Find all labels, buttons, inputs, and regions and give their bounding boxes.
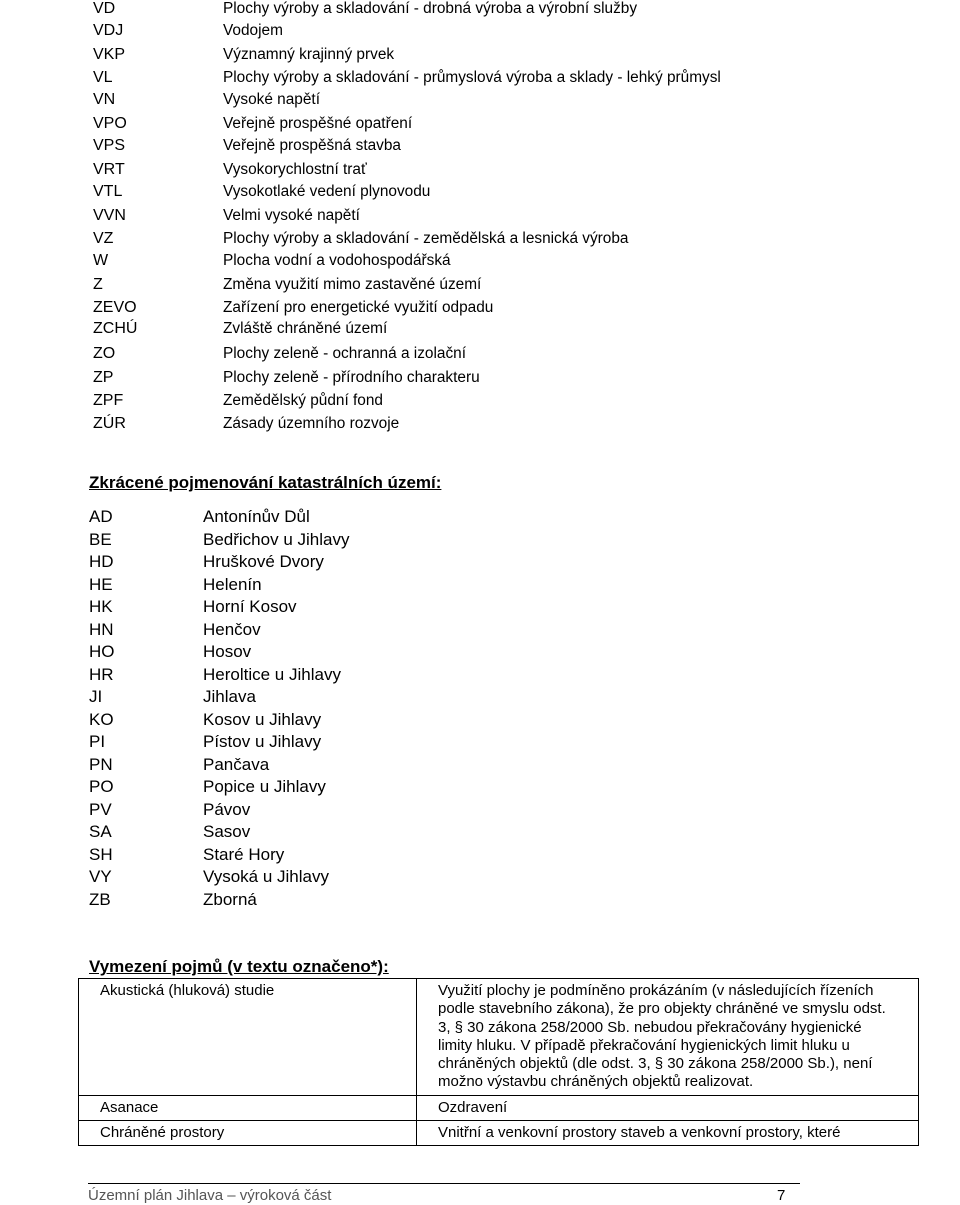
- cadastral-name: Hosov: [203, 642, 252, 661]
- abbreviation-code: ZEVO: [93, 299, 137, 316]
- abbreviation-description: Velmi vysoké napětí: [223, 207, 360, 224]
- cadastral-name: Hruškové Dvory: [203, 552, 324, 571]
- abbreviation-code: ZP: [93, 369, 114, 386]
- abbreviation-description: Vysoké napětí: [223, 91, 320, 108]
- cadastral-code: HO: [89, 642, 115, 661]
- abbreviation-code: VDJ: [93, 22, 124, 39]
- cadastral-name: Heroltice u Jihlavy: [203, 664, 341, 684]
- abbreviation-code: VD: [93, 0, 116, 17]
- page-number: 7: [777, 1187, 786, 1204]
- definition-cell: Ozdravení: [417, 1095, 919, 1120]
- abbreviation-description: Plochy zeleně - přírodního charakteru: [223, 369, 480, 386]
- abbreviation-code: W: [93, 252, 109, 269]
- cadastral-name: Henčov: [203, 619, 261, 639]
- abbreviation-description: Plochy výroby a skladování - průmyslová výroba a sklady - lehký průmysl: [223, 69, 721, 86]
- abbreviation-code: VZ: [93, 230, 114, 247]
- cadastral-name: Bedřichov u Jihlavy: [203, 529, 350, 549]
- abbreviation-code: ZO: [93, 345, 116, 362]
- abbreviation-description: Plochy zeleně - ochranná a izolační: [223, 345, 466, 362]
- abbreviation-code: VL: [93, 69, 113, 86]
- abbreviation-code: VN: [93, 91, 116, 108]
- abbreviation-code: ZÚR: [93, 415, 126, 432]
- cadastral-name: Pávov: [203, 799, 251, 819]
- definition-cell: Vnitřní a venkovní prostory staveb a venkovní prostory, které: [417, 1121, 919, 1146]
- footer-divider: [88, 1183, 800, 1184]
- cadastral-code: BE: [89, 529, 112, 549]
- cadastral-code: JI: [89, 687, 103, 706]
- cadastral-name: Jihlava: [203, 687, 256, 706]
- abbreviation-description: Zásady územního rozvoje: [223, 415, 400, 432]
- abbreviation-description: Zařízení pro energetické využití odpadu: [223, 299, 494, 316]
- term-cell: Asanace: [79, 1095, 417, 1120]
- abbreviation-code: ZPF: [93, 392, 124, 409]
- cadastral-name: Popice u Jihlavy: [203, 777, 326, 796]
- cadastral-name: Pístov u Jihlavy: [203, 732, 322, 751]
- abbreviation-description: Vysokorychlostní trať: [223, 161, 367, 178]
- cadastral-code: ZB: [89, 889, 111, 909]
- cadastral-name: Vysoká u Jihlavy: [203, 867, 329, 886]
- cadastral-code: VY: [89, 867, 112, 886]
- abbreviation-description: Změna využití mimo zastavěné území: [223, 276, 482, 293]
- abbreviation-description: Plochy výroby a skladování - drobná výroba a výrobní služby: [223, 0, 638, 17]
- term-cell: Akustická (hluková) studie: [79, 979, 417, 1096]
- cadastral-code: PV: [89, 799, 112, 819]
- abbreviation-code: VRT: [93, 161, 125, 178]
- abbreviation-description: Plochy výroby a skladování - zemědělská a lesnická výroba: [223, 230, 629, 247]
- cadastral-name: Sasov: [203, 822, 251, 841]
- terms-heading: Vymezení pojmů (v textu označeno*):: [89, 957, 389, 976]
- cadastral-code: PN: [89, 754, 113, 774]
- abbreviation-description: Veřejně prospěšné opatření: [223, 115, 413, 132]
- cadastral-code: SH: [89, 844, 113, 864]
- cadastral-code: PO: [89, 777, 114, 796]
- abbreviation-description: Vodojem: [223, 22, 283, 39]
- abbreviation-code: VVN: [93, 207, 126, 224]
- abbreviation-description: Zvláště chráněné území: [223, 320, 388, 337]
- cadastral-code: SA: [89, 822, 112, 841]
- cadastral-name: Horní Kosov: [203, 597, 297, 616]
- cadastral-name: Staré Hory: [203, 844, 285, 864]
- abbreviation-code: VTL: [93, 183, 123, 200]
- footer-title: Územní plán Jihlava – výroková část: [88, 1187, 332, 1204]
- cadastral-code: HN: [89, 619, 114, 639]
- table-row: [79, 1121, 919, 1146]
- cadastral-name: Helenín: [203, 574, 262, 594]
- cadastral-code: HE: [89, 574, 113, 594]
- cadastral-name: Pančava: [203, 754, 270, 774]
- abbreviation-description: Významný krajinný prvek: [223, 46, 395, 63]
- abbreviation-code: VPS: [93, 137, 126, 154]
- abbreviation-code: Z: [93, 276, 103, 293]
- term-cell: Chráněné prostory: [79, 1121, 417, 1146]
- cadastral-code: KO: [89, 709, 114, 729]
- abbreviation-description: Vysokotlaké vedení plynovodu: [223, 183, 431, 200]
- cadastral-name: Zborná: [203, 889, 257, 909]
- table-row: [79, 1095, 919, 1120]
- cadastral-code: HK: [89, 597, 113, 616]
- cadastral-code: PI: [89, 732, 106, 751]
- abbreviation-code: VKP: [93, 46, 126, 63]
- abbreviation-description: Plocha vodní a vodohospodářská: [223, 252, 451, 269]
- cadastral-heading: Zkrácené pojmenování katastrálních území:: [89, 473, 442, 492]
- cadastral-code: HD: [89, 552, 114, 571]
- abbreviation-code: VPO: [93, 115, 127, 132]
- table-row: [79, 979, 919, 1096]
- cadastral-code: AD: [89, 507, 113, 526]
- abbreviation-code: ZCHÚ: [93, 320, 138, 337]
- cadastral-code: HR: [89, 664, 114, 684]
- cadastral-name: Kosov u Jihlavy: [203, 709, 322, 729]
- cadastral-name: Antonínův Důl: [203, 507, 310, 526]
- abbreviation-description: Zemědělský půdní fond: [223, 392, 383, 409]
- definition-cell: Využití plochy je podmíněno prokázáním (v následujících řízeních podle stavebního zákona), že pro objekty chráněné ve smyslu odst. 3, § 30 zákona 258/2000 Sb. nebudou překračovány hygienické limity hluku. V případě překračování hygienických limit hluku u chráněných objektů (dle odst. 3, § 30 zákona 258/2000 Sb.), není možno výstavbu chráněných objektů realizovat.: [417, 979, 919, 1096]
- abbreviation-description: Veřejně prospěšná stavba: [223, 137, 401, 154]
- terms-table: [78, 978, 919, 1146]
